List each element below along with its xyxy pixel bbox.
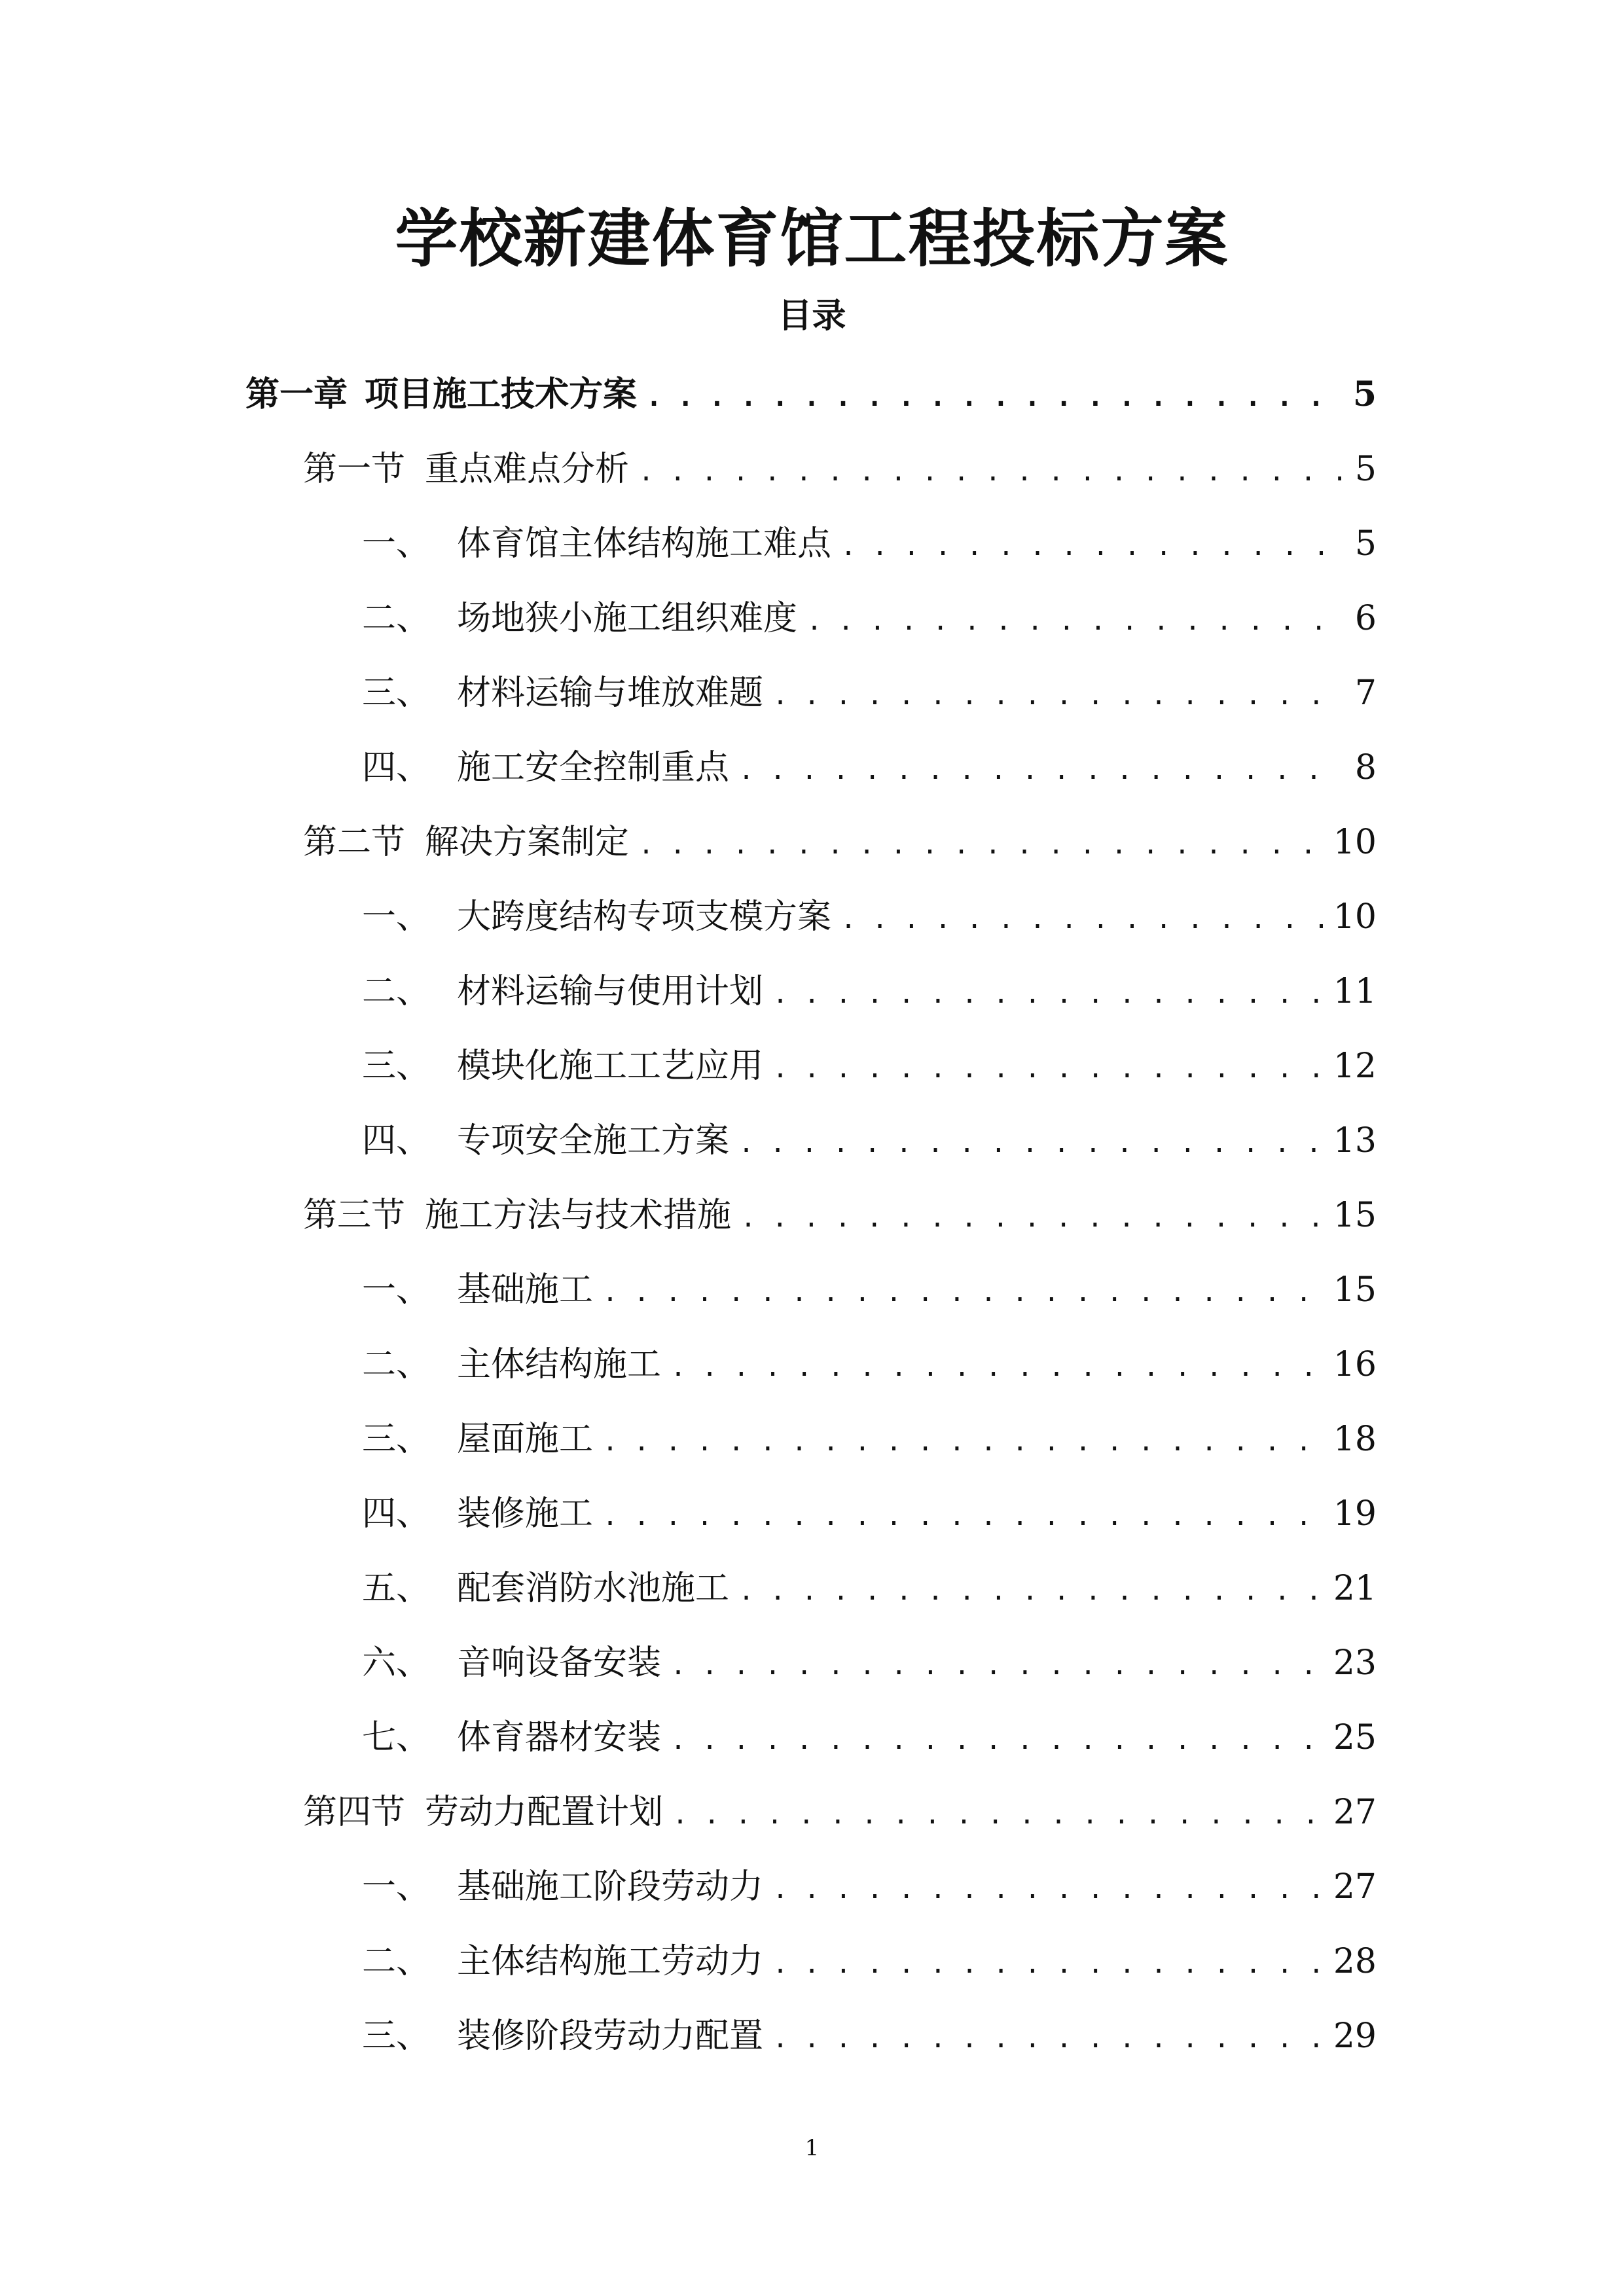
dot-leader (740, 1203, 1324, 1233)
toc-entry-page: 15 (1333, 1196, 1377, 1235)
toc-entry-item[interactable] (362, 1486, 1377, 1545)
document-title: 学校新建体育馆工程投标方案 (395, 202, 1229, 276)
toc-entry-title: 装修阶段劳动力配置 (457, 2017, 764, 2056)
toc-entry-number: 四、 (362, 1494, 431, 1534)
toc-entry-item[interactable] (362, 1933, 1377, 1992)
toc-entry-title: 主体结构施工 (457, 1345, 662, 1384)
toc-entry-item[interactable] (362, 1710, 1377, 1768)
dot-leader (840, 905, 1324, 935)
toc-entry-title: 主体结构施工劳动力 (457, 1942, 764, 1981)
toc-entry-page: 10 (1333, 897, 1377, 937)
dot-leader (672, 1800, 1324, 1830)
toc-entry-page: 5 (1354, 524, 1377, 564)
toc-entry-chapter-1[interactable] (245, 367, 1377, 425)
toc-entry-number: 三、 (362, 1047, 431, 1086)
toc-entry-title: 专项安全施工方案 (457, 1121, 730, 1160)
toc-entry-item[interactable] (362, 1262, 1377, 1321)
dot-leader (670, 1352, 1324, 1382)
page-number: 1 (804, 2135, 820, 2161)
dot-leader (772, 979, 1324, 1009)
toc-entry-number: 二、 (362, 972, 431, 1011)
toc-entry-page: 8 (1354, 748, 1377, 787)
toc-entry-number: 七、 (362, 1718, 431, 1757)
toc-entry-title: 基础施工 (457, 1270, 594, 1310)
toc-entry-number: 一、 (362, 1867, 431, 1907)
toc-entry-title: 劳动力配置计划 (425, 1793, 664, 1832)
toc-entry-number: 三、 (362, 2017, 431, 2056)
dot-leader (670, 1651, 1324, 1681)
toc-entry-page: 5 (1354, 450, 1377, 489)
toc-entry-page: 27 (1333, 1867, 1377, 1907)
toc-entry-page: 23 (1333, 1643, 1377, 1683)
toc-entry-page: 15 (1333, 1270, 1377, 1310)
toc-entry-title: 模块化施工工艺应用 (457, 1047, 764, 1086)
toc-entry-page: 13 (1333, 1121, 1377, 1160)
toc-entry-title: 音响设备安装 (457, 1643, 662, 1683)
toc-entry-item[interactable] (362, 1560, 1377, 1619)
toc-entry-page: 18 (1333, 1420, 1377, 1459)
toc-entry-page: 6 (1354, 599, 1377, 638)
toc-entry-title: 基础施工阶段劳动力 (457, 1867, 764, 1907)
toc-entry-number: 四、 (362, 748, 431, 787)
dot-leader (738, 1128, 1324, 1158)
toc-entry-title: 体育器材安装 (457, 1718, 662, 1757)
toc-entry-title: 装修施工 (457, 1494, 594, 1534)
toc-entry-page: 25 (1333, 1718, 1377, 1757)
dot-leader (840, 531, 1341, 562)
toc-entry-title: 屋面施工 (457, 1420, 594, 1459)
dot-leader (602, 1501, 1324, 1532)
toc-entry-title: 材料运输与堆放难题 (457, 673, 764, 713)
toc-entry-number: 四、 (362, 1121, 431, 1160)
toc-entry-item[interactable] (362, 1859, 1377, 1918)
toc-entry-title: 重点难点分析 (425, 450, 630, 489)
toc-entry-number: 第一章 (245, 374, 348, 414)
dot-leader (602, 1427, 1324, 1457)
toc-entry-section[interactable] (303, 441, 1377, 500)
toc-entry-number: 三、 (362, 1420, 431, 1459)
toc-entry-item[interactable] (362, 889, 1377, 948)
toc-entry-number: 第一节 (303, 450, 406, 489)
toc-entry-page: 11 (1333, 972, 1377, 1011)
toc-entry-section[interactable] (303, 1187, 1377, 1246)
toc-entry-item[interactable] (362, 590, 1377, 649)
dot-leader (638, 830, 1324, 860)
toc-entry-number: 二、 (362, 599, 431, 638)
toc-heading: 目录 (778, 296, 846, 336)
toc-entry-page: 29 (1333, 2017, 1377, 2056)
toc-entry-item[interactable] (362, 963, 1377, 1022)
toc-entry-number: 第二节 (303, 823, 406, 862)
toc-entry-item[interactable] (362, 665, 1377, 724)
dot-leader (638, 457, 1341, 487)
toc-entry-item[interactable] (362, 1635, 1377, 1694)
toc-entry-item[interactable] (362, 1113, 1377, 1172)
toc-entry-page: 10 (1333, 823, 1377, 862)
toc-entry-page: 28 (1333, 1942, 1377, 1981)
toc-entry-page: 27 (1333, 1793, 1377, 1832)
toc-entry-number: 一、 (362, 897, 431, 937)
toc-entry-section[interactable] (303, 814, 1377, 873)
dot-leader (772, 681, 1341, 711)
dot-leader (772, 1054, 1324, 1084)
toc-entry-page: 21 (1333, 1569, 1377, 1608)
toc-entry-page: 7 (1354, 673, 1377, 713)
toc-entry-item[interactable] (362, 516, 1377, 575)
dot-leader (738, 755, 1341, 785)
dot-leader (806, 606, 1341, 636)
toc-entry-item[interactable] (362, 740, 1377, 798)
toc-entry-section[interactable] (303, 1784, 1377, 1843)
toc-entry-item[interactable] (362, 1038, 1377, 1097)
toc-entry-title: 项目施工技术方案 (365, 374, 638, 414)
toc-entry-number: 六、 (362, 1643, 431, 1683)
toc-entry-item[interactable] (362, 2008, 1377, 2067)
toc-entry-number: 第四节 (303, 1793, 406, 1832)
toc-entry-title: 大跨度结构专项支模方案 (457, 897, 832, 937)
toc-entry-number: 一、 (362, 524, 431, 564)
toc-entry-title: 施工安全控制重点 (457, 748, 730, 787)
dot-leader (602, 1278, 1324, 1308)
dot-leader (772, 1874, 1324, 1905)
toc-entry-number: 五、 (362, 1569, 431, 1608)
dot-leader (772, 2024, 1324, 2054)
toc-entry-title: 体育馆主体结构施工难点 (457, 524, 832, 564)
toc-entry-number: 一、 (362, 1270, 431, 1310)
toc-entry-page: 16 (1333, 1345, 1377, 1384)
toc-entry-page: 12 (1333, 1047, 1377, 1086)
toc-entry-number: 二、 (362, 1942, 431, 1981)
toc-entry-title: 配套消防水池施工 (457, 1569, 730, 1608)
toc-entry-number: 二、 (362, 1345, 431, 1384)
toc-entry-page: 5 (1352, 374, 1377, 414)
toc-entry-title: 解决方案制定 (425, 823, 630, 862)
toc-entry-number: 三、 (362, 673, 431, 713)
dot-leader (738, 1576, 1324, 1606)
dot-leader (646, 382, 1341, 412)
toc-entry-title: 施工方法与技术措施 (425, 1196, 732, 1235)
toc-entry-page: 19 (1333, 1494, 1377, 1534)
dot-leader (670, 1725, 1324, 1755)
toc-entry-number: 第三节 (303, 1196, 406, 1235)
toc-entry-title: 场地狭小施工组织难度 (457, 599, 798, 638)
toc-entry-title: 材料运输与使用计划 (457, 972, 764, 1011)
dot-leader (772, 1949, 1324, 1979)
toc-entry-item[interactable] (362, 1336, 1377, 1395)
toc-entry-item[interactable] (362, 1411, 1377, 1470)
